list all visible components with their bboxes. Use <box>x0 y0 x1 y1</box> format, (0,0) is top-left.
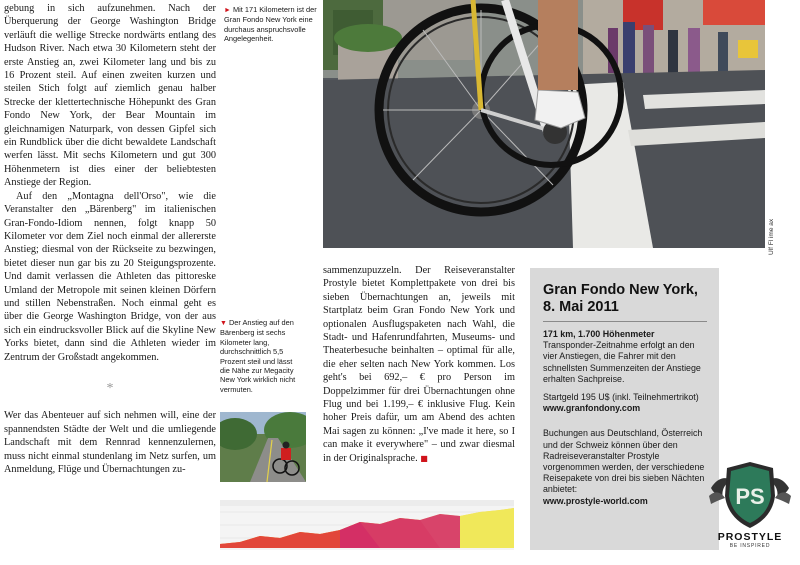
logo-tagline: BE INSPIRED <box>729 543 771 549</box>
booking-website-link[interactable]: www.prostyle-world.com <box>543 495 648 506</box>
article-paragraph: Auf den „Montagna dell'Orso", wie die Veranstalter den „Bärenberg" im italienischen Gran-Fondo-Idiom nennen, folgt knapp 50 Kilometer vor dem Ziel noch einmal der allererste Anstieg; diesmal von der Rückseite zu bezwingen, bietet dieser nun gar bis zu 20 Steigungsprozente. Und damit verlassen die Athleten das pittoreske Umland der Metropole mit seinen kleinen Dörfern und stillen Nebenstraßen. Noch einmal geht es über die George Washington Bridge, von der aus sich ein eindrucksvoller Blick auf die Skyline New Yorks bietet, dann sind die Athleten wieder im Zentrum der Großstadt angekommen. <box>4 190 216 363</box>
event-stats <box>543 329 707 385</box>
caption-text: Mit 171 Kilometern ist der Gran Fondo New York eine durchaus anspruchsvolle Angelegenheit. <box>224 5 317 44</box>
info-box-title: Gran Fondo New York, 8. Mai 2011 <box>543 282 698 315</box>
booking-text: Buchungen aus Deutschland, Österreich und der Schweiz können über den Radreiseveranstalter Prostyle vorgenommen werden, der verschiedene Reisepakete von drei bis sieben Nächten anbietet: <box>543 428 705 495</box>
booking-info <box>543 428 707 506</box>
event-info-box <box>530 268 719 550</box>
info-box-divider <box>543 321 707 322</box>
logo-monogram: PS <box>735 484 765 509</box>
logo-brand-name: PROSTYLE <box>717 531 783 543</box>
main-photo-cyclist-city <box>323 0 765 248</box>
caption-arrow-icon: ▼ <box>220 320 227 327</box>
small-photo-cyclist-forest <box>220 412 306 482</box>
article-paragraph: Wer das Abenteuer auf sich nehmen will, eine der spannendsten Städte der Welt und die umliegende Landschaft mit dem Rennrad kennenzulernen, muss nicht einmal stundenlang im Netz surfen, um Anmeldung, Flüge und Übernachtungen zu- <box>4 410 216 475</box>
prostyle-logo <box>707 458 793 562</box>
event-fee-text: Startgeld 195 U$ (inkl. Teilnehmertrikot) <box>543 392 699 403</box>
event-timing-text: Transponder-Zeitnahme erfolgt an den vier Anstiegen, die Fahrer mit den schnellsten Summenzeiten der Anstiege erhalten Sachpreise. <box>543 340 701 384</box>
photo-caption-bottom <box>220 318 304 394</box>
article-end-mark: ■ <box>420 453 428 463</box>
event-distance: 171 km, 1.700 Höhenmeter <box>543 329 655 339</box>
photo-credit: Ulf Fl ime ax <box>768 218 775 255</box>
event-fee <box>543 392 707 414</box>
article-paragraph: sammenzupuzzeln. Der Reiseveranstalter Prostyle bietet Komplettpakete von drei bis sieben Übernachtungen an, jeweils mit Startplatz beim Gran Fondo New York und optionalen Ausflugspaketen nach Wahl, die Stadt- und Hafenrundfahrten, Museums- und Theaterbesuche beinhalten – optimal für alle, die eher selten nach New York kommen. Los geht's bei 692,– € pro Person im Doppelzimmer für drei Übernachtungen ohne Flug und bei 1.199,– € inklusive Flug. Kein hoher Preis dafür, um am Abend des achten Mai sagen zu können: „I've made it here, so I can make it everywhere" – und zwar diesmal in der Originalsprache. <box>323 265 515 464</box>
caption-arrow-icon: ► <box>224 7 231 14</box>
caption-text: Der Anstieg auf den Bärenberg ist sechs Kilometer lang, durchschnittlich 5,5 Prozent steil und lässt die Nähe zur Megacity New York wirklich nicht vermuten. <box>220 318 296 394</box>
event-website-link[interactable]: www.granfondony.com <box>543 403 641 414</box>
photo-caption-top <box>224 5 318 44</box>
elevation-profile <box>220 500 514 550</box>
article-middle-column <box>323 264 515 492</box>
prostyle-emblem-icon <box>707 458 793 530</box>
section-separator: * <box>106 380 114 396</box>
article-paragraph: gebung in sich aufzunehmen. Nach der Überquerung der George Washington Bridge verläuft die wellige Strecke nordwärts entlang des Hudson River. Nach etwa 30 Kilometern steht der erste Anstieg an, zwei Kilometer lang und bis zu 16 Prozent steil. Auf einen zweiten kurzen und steilen Stich folgt auf ziemlich genau halber Strecke der klettertechnische Höhepunkt des Gran Fondo New York, der Bear Mountain im gleichnamigen Naturpark, von dessen Gipfel sich ein Rundblick über die dicht bewaldete Landschaft werfen lässt. Mit sechs Kilometern und gut 300 Höhenmetern ist dies einer der beliebtesten Anstiege der Region. <box>4 3 216 189</box>
article-left-column <box>4 2 216 562</box>
